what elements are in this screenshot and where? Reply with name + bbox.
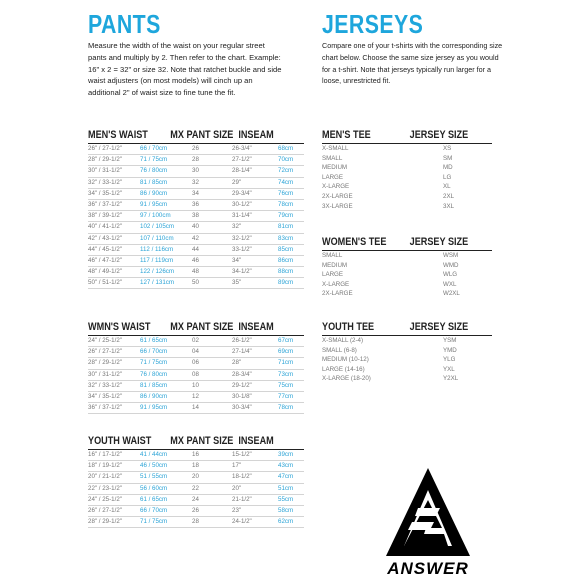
jersey-size-cell: WMD xyxy=(443,261,459,269)
inseam-cm-cell: 83cm xyxy=(278,234,294,242)
inseam-cm-cell: 73cm xyxy=(278,370,294,378)
waist-cm-cell: 66 / 70cm xyxy=(140,506,168,514)
table-row xyxy=(88,256,304,267)
header-inseam: INSEAM xyxy=(238,321,274,333)
jersey-size-cell: YSM xyxy=(443,337,457,344)
tee-size-cell: LARGE (14-16) xyxy=(322,365,365,373)
inseam-cm-cell: 89cm xyxy=(278,279,294,287)
pant-size-cell: 04 xyxy=(192,348,199,356)
pant-size-cell: 28 xyxy=(192,518,199,526)
mens-tee-rows xyxy=(322,144,492,211)
waist-cm-cell: 71 / 75cm xyxy=(140,156,168,164)
waist-inches-cell: 32" / 33-1/2" xyxy=(88,381,122,389)
inseam-cm-cell: 77cm xyxy=(278,392,294,400)
header-size: MX PANT SIZE xyxy=(170,129,234,141)
inseam-cm-cell: 58cm xyxy=(278,506,294,514)
jerseys-intro: Compare one of your t-shirts with the corresponding size chart below. Choose the same size jersey as you would for a t-shirt. Note that jerseys typically run larger for a loose, unrestricted fit. xyxy=(322,41,503,86)
table-row xyxy=(88,278,304,289)
jersey-size-cell: YLG xyxy=(443,356,456,364)
jersey-size-cell: YXL xyxy=(443,365,455,373)
waist-inches-cell: 40" / 41-1/2" xyxy=(88,223,122,231)
pant-size-cell: 42 xyxy=(192,234,199,242)
youth-tee-header xyxy=(322,321,468,334)
waist-cm-cell: 66 / 70cm xyxy=(140,348,168,356)
inseam-inches-cell: 24-1/2" xyxy=(232,518,252,526)
jersey-size-cell: WSM xyxy=(443,252,459,259)
waist-cm-cell: 112 / 116cm xyxy=(140,245,174,253)
pant-size-cell: 16 xyxy=(192,451,199,458)
waist-inches-cell: 30" / 31-1/2" xyxy=(88,167,122,175)
inseam-cm-cell: 81cm xyxy=(278,223,294,231)
inseam-cm-cell: 78cm xyxy=(278,404,294,412)
pant-size-cell: 44 xyxy=(192,245,199,253)
table-row xyxy=(88,155,304,166)
mens-tee-header xyxy=(322,129,468,142)
jersey-size-cell: 2XL xyxy=(443,192,455,200)
header-tee: MEN'S TEE xyxy=(322,129,371,141)
waist-inches-cell: 42" / 43-1/2" xyxy=(88,234,122,242)
waist-inches-cell: 20" / 21-1/2" xyxy=(88,473,122,481)
table-row xyxy=(88,222,304,233)
pant-size-cell: 30 xyxy=(192,167,199,175)
tee-size-cell: 2X-LARGE xyxy=(322,290,353,298)
waist-inches-cell: 48" / 49-1/2" xyxy=(88,268,122,276)
header-jersey-size: JERSEY SIZE xyxy=(409,236,469,248)
table-row xyxy=(88,166,304,177)
inseam-inches-cell: 29" xyxy=(232,178,242,186)
pant-size-cell: 24 xyxy=(192,495,199,503)
table-row xyxy=(322,355,492,365)
womens-pants-rows xyxy=(88,336,304,414)
answer-logo xyxy=(382,464,474,580)
waist-inches-cell: 50" / 51-1/2" xyxy=(88,279,122,287)
waist-inches-cell: 30" / 31-1/2" xyxy=(88,370,122,378)
table-row xyxy=(88,450,304,461)
inseam-inches-cell: 27-1/4" xyxy=(232,348,252,356)
inseam-cm-cell: 55cm xyxy=(278,495,294,503)
inseam-inches-cell: 15-1/2" xyxy=(232,451,252,458)
jersey-size-cell: W2XL xyxy=(443,290,460,298)
inseam-cm-cell: 86cm xyxy=(278,256,294,264)
tee-size-cell: SMALL xyxy=(322,252,343,259)
waist-cm-cell: 86 / 90cm xyxy=(140,189,168,197)
header-size: MX PANT SIZE xyxy=(170,435,234,447)
waist-inches-cell: 28" / 29-1/2" xyxy=(88,156,122,164)
header-waist: WMN'S WAIST xyxy=(88,321,151,333)
waist-inches-cell: 22" / 23-1/2" xyxy=(88,484,122,492)
pant-size-cell: 12 xyxy=(192,392,199,400)
table-row xyxy=(88,267,304,278)
waist-cm-cell: 41 / 44cm xyxy=(140,451,168,458)
mens-pants-table xyxy=(88,129,304,289)
pant-size-cell: 38 xyxy=(192,212,199,220)
pant-size-cell: 06 xyxy=(192,359,199,367)
table-row xyxy=(88,200,304,211)
jersey-size-cell: 3XL xyxy=(443,202,455,210)
pant-size-cell: 02 xyxy=(192,337,199,344)
waist-cm-cell: 91 / 95cm xyxy=(140,404,168,412)
inseam-inches-cell: 26-1/2" xyxy=(232,337,252,344)
inseam-inches-cell: 26-3/4" xyxy=(232,145,252,152)
pant-size-cell: 28 xyxy=(192,156,199,164)
header-inseam: INSEAM xyxy=(238,129,274,141)
jersey-size-cell: MD xyxy=(443,164,453,172)
inseam-inches-cell: 21-1/2" xyxy=(232,495,252,503)
waist-cm-cell: 46 / 50cm xyxy=(140,462,168,470)
table-row xyxy=(88,506,304,517)
inseam-inches-cell: 17" xyxy=(232,462,242,470)
pant-size-cell: 48 xyxy=(192,268,199,276)
waist-cm-cell: 107 / 110cm xyxy=(140,234,174,242)
pant-size-cell: 46 xyxy=(192,256,199,264)
table-row xyxy=(88,234,304,245)
table-row xyxy=(322,346,492,356)
header-tee: YOUTH TEE xyxy=(322,321,375,333)
tee-size-cell: X-LARGE (18-20) xyxy=(322,375,371,383)
inseam-cm-cell: 75cm xyxy=(278,381,294,389)
waist-inches-cell: 36" / 37-1/2" xyxy=(88,200,122,208)
header-inseam: INSEAM xyxy=(238,435,274,447)
mens-tee-table xyxy=(322,129,492,211)
inseam-inches-cell: 32-1/2" xyxy=(232,234,252,242)
pant-size-cell: 08 xyxy=(192,370,199,378)
pant-size-cell: 20 xyxy=(192,473,199,481)
jerseys-column xyxy=(322,10,512,87)
inseam-cm-cell: 69cm xyxy=(278,348,294,356)
waist-inches-cell: 36" / 37-1/2" xyxy=(88,404,122,412)
table-row xyxy=(88,392,304,403)
table-row xyxy=(88,370,304,381)
table-row xyxy=(322,163,492,173)
inseam-cm-cell: 70cm xyxy=(278,156,294,164)
youth-pants-table xyxy=(88,435,304,528)
tee-size-cell: LARGE xyxy=(322,173,343,181)
waist-cm-cell: 81 / 85cm xyxy=(140,381,168,389)
tee-size-cell: 3X-LARGE xyxy=(322,202,353,210)
waist-inches-cell: 26" / 27-1/2" xyxy=(88,506,122,514)
waist-cm-cell: 86 / 90cm xyxy=(140,392,168,400)
waist-cm-cell: 117 / 119cm xyxy=(140,256,174,264)
inseam-inches-cell: 31-1/4" xyxy=(232,212,252,220)
inseam-cm-cell: 74cm xyxy=(278,178,294,186)
pant-size-cell: 40 xyxy=(192,223,199,231)
waist-cm-cell: 61 / 65cm xyxy=(140,495,168,503)
table-row xyxy=(88,484,304,495)
table-row xyxy=(88,461,304,472)
waist-inches-cell: 34" / 35-1/2" xyxy=(88,392,122,400)
pant-size-cell: 32 xyxy=(192,178,199,186)
table-row xyxy=(88,347,304,358)
table-row xyxy=(322,202,492,212)
mens-pants-header xyxy=(88,129,274,142)
jerseys-title: JERSEYS xyxy=(322,9,424,39)
inseam-cm-cell: 47cm xyxy=(278,473,294,481)
womens-pants-header xyxy=(88,321,274,334)
table-row xyxy=(322,173,492,183)
waist-inches-cell: 18" / 19-1/2" xyxy=(88,462,122,470)
waist-cm-cell: 127 / 131cm xyxy=(140,279,175,287)
inseam-inches-cell: 30-1/2" xyxy=(232,200,252,208)
waist-cm-cell: 81 / 85cm xyxy=(140,178,168,186)
inseam-inches-cell: 35" xyxy=(232,279,242,287)
waist-cm-cell: 51 / 55cm xyxy=(140,473,168,481)
waist-inches-cell: 38" / 39-1/2" xyxy=(88,212,122,220)
jersey-size-cell: LG xyxy=(443,173,452,181)
inseam-cm-cell: 85cm xyxy=(278,245,294,253)
pants-column xyxy=(88,10,308,99)
jersey-size-cell: WLG xyxy=(443,271,458,279)
header-tee: WOMEN'S TEE xyxy=(322,236,387,248)
pant-size-cell: 14 xyxy=(192,404,199,412)
waist-cm-cell: 56 / 60cm xyxy=(140,484,168,492)
waist-inches-cell: 26" / 27-1/2" xyxy=(88,145,122,152)
waist-inches-cell: 26" / 27-1/2" xyxy=(88,348,122,356)
inseam-cm-cell: 51cm xyxy=(278,484,294,492)
inseam-cm-cell: 67cm xyxy=(278,337,294,344)
inseam-cm-cell: 88cm xyxy=(278,268,294,276)
inseam-cm-cell: 71cm xyxy=(278,359,294,367)
table-row xyxy=(88,245,304,256)
tee-size-cell: LARGE xyxy=(322,271,343,279)
tee-size-cell: X-SMALL (2-4) xyxy=(322,337,364,344)
waist-cm-cell: 76 / 80cm xyxy=(140,167,168,175)
table-row xyxy=(88,178,304,189)
inseam-cm-cell: 68cm xyxy=(278,145,294,152)
inseam-inches-cell: 33-1/2" xyxy=(232,245,252,253)
waist-inches-cell: 28" / 29-1/2" xyxy=(88,518,122,526)
inseam-inches-cell: 28-1/4" xyxy=(232,167,252,175)
table-row xyxy=(322,154,492,164)
tee-size-cell: X-LARGE xyxy=(322,183,350,191)
table-row xyxy=(322,182,492,192)
pants-intro: Measure the width of the waist on your regular street pants and multiply by 2. Then refer to the chart. Example: 16" x 2 = 32" or size 32. Note that ratchet buckle and side waist adjusters (on most models) will cinch up an additional 2" of waist size to fine tune the fit. xyxy=(88,41,282,98)
youth-tee-rows xyxy=(322,336,492,384)
pant-size-cell: 18 xyxy=(192,462,199,470)
waist-inches-cell: 24" / 25-1/2" xyxy=(88,337,122,344)
tee-size-cell: SMALL xyxy=(322,154,343,162)
jersey-size-cell: XS xyxy=(443,145,452,152)
womens-tee-table xyxy=(322,236,492,299)
tee-size-cell: 2X-LARGE xyxy=(322,192,353,200)
womens-pants-table xyxy=(88,321,304,414)
inseam-cm-cell: 72cm xyxy=(278,167,294,175)
inseam-inches-cell: 28" xyxy=(232,359,242,367)
inseam-inches-cell: 18-1/2" xyxy=(232,473,252,481)
tee-size-cell: MEDIUM (10-12) xyxy=(322,356,369,364)
waist-inches-cell: 44" / 45-1/2" xyxy=(88,245,122,253)
inseam-cm-cell: 62cm xyxy=(278,518,294,526)
pant-size-cell: 10 xyxy=(192,381,199,389)
table-row xyxy=(88,517,304,528)
table-row xyxy=(88,358,304,369)
inseam-inches-cell: 20" xyxy=(232,484,242,492)
table-row xyxy=(88,381,304,392)
jersey-size-cell: Y2XL xyxy=(443,375,459,383)
pants-title: PANTS xyxy=(88,9,161,39)
inseam-cm-cell: 39cm xyxy=(278,451,294,458)
pant-size-cell: 26 xyxy=(192,145,199,152)
waist-cm-cell: 66 / 70cm xyxy=(140,145,168,152)
inseam-inches-cell: 34" xyxy=(232,256,242,264)
inseam-inches-cell: 34-1/2" xyxy=(232,268,252,276)
table-row xyxy=(322,374,492,384)
waist-cm-cell: 91 / 95cm xyxy=(140,200,168,208)
table-row xyxy=(88,189,304,200)
waist-cm-cell: 102 / 105cm xyxy=(140,223,175,231)
table-row xyxy=(322,289,492,299)
inseam-inches-cell: 30-1/8" xyxy=(232,392,252,400)
waist-inches-cell: 46" / 47-1/2" xyxy=(88,256,122,264)
jersey-size-cell: SM xyxy=(443,154,453,162)
waist-cm-cell: 71 / 75cm xyxy=(140,359,168,367)
table-row xyxy=(322,280,492,290)
inseam-inches-cell: 30-3/4" xyxy=(232,404,252,412)
table-row xyxy=(322,261,492,271)
jersey-size-cell: WXL xyxy=(443,280,457,288)
tee-size-cell: X-SMALL xyxy=(322,145,349,152)
header-jersey-size: JERSEY SIZE xyxy=(409,129,469,141)
womens-tee-rows xyxy=(322,251,492,299)
inseam-cm-cell: 76cm xyxy=(278,189,294,197)
table-row xyxy=(88,211,304,222)
table-row xyxy=(322,144,492,154)
pant-size-cell: 50 xyxy=(192,279,199,287)
waist-cm-cell: 76 / 80cm xyxy=(140,370,168,378)
waist-cm-cell: 61 / 65cm xyxy=(140,337,168,344)
waist-inches-cell: 32" / 33-1/2" xyxy=(88,178,122,186)
inseam-inches-cell: 29-1/2" xyxy=(232,381,252,389)
table-row xyxy=(322,336,492,346)
inseam-cm-cell: 79cm xyxy=(278,212,294,220)
header-jersey-size: JERSEY SIZE xyxy=(409,321,469,333)
table-row xyxy=(322,251,492,261)
table-row xyxy=(88,403,304,414)
pant-size-cell: 34 xyxy=(192,189,199,197)
inseam-cm-cell: 43cm xyxy=(278,462,294,470)
youth-pants-header xyxy=(88,435,274,448)
table-row xyxy=(322,192,492,202)
answer-a-logo-icon xyxy=(382,464,474,580)
tee-size-cell: X-LARGE xyxy=(322,280,350,288)
youth-tee-table xyxy=(322,321,492,384)
youth-pants-rows xyxy=(88,450,304,528)
tee-size-cell: MEDIUM xyxy=(322,164,348,172)
pant-size-cell: 26 xyxy=(192,506,199,514)
jersey-size-cell: YMD xyxy=(443,346,457,354)
inseam-inches-cell: 32" xyxy=(232,223,242,231)
table-row xyxy=(88,495,304,506)
tee-size-cell: SMALL (6-8) xyxy=(322,346,357,354)
womens-tee-header xyxy=(322,236,468,249)
waist-inches-cell: 34" / 35-1/2" xyxy=(88,189,122,197)
table-row xyxy=(88,472,304,483)
inseam-inches-cell: 28-3/4" xyxy=(232,370,252,378)
table-row xyxy=(88,144,304,155)
pant-size-cell: 22 xyxy=(192,484,199,492)
table-row xyxy=(322,365,492,375)
inseam-cm-cell: 78cm xyxy=(278,200,294,208)
waist-inches-cell: 16" / 17-1/2" xyxy=(88,451,122,458)
waist-inches-cell: 24" / 25-1/2" xyxy=(88,495,122,503)
table-row xyxy=(322,270,492,280)
logo-wordmark: ANSWER xyxy=(387,559,469,578)
waist-cm-cell: 122 / 126cm xyxy=(140,268,175,276)
header-waist: YOUTH WAIST xyxy=(88,435,152,447)
tee-size-cell: MEDIUM xyxy=(322,261,348,269)
waist-inches-cell: 28" / 29-1/2" xyxy=(88,359,122,367)
pant-size-cell: 36 xyxy=(192,200,199,208)
inseam-inches-cell: 23" xyxy=(232,506,242,514)
jersey-size-cell: XL xyxy=(443,183,451,191)
waist-cm-cell: 97 / 100cm xyxy=(140,212,171,220)
table-row xyxy=(88,336,304,347)
inseam-inches-cell: 29-3/4" xyxy=(232,189,252,197)
waist-cm-cell: 71 / 75cm xyxy=(140,518,168,526)
mens-pants-rows xyxy=(88,144,304,289)
header-size: MX PANT SIZE xyxy=(170,321,234,333)
inseam-inches-cell: 27-1/2" xyxy=(232,156,252,164)
header-waist: MEN'S WAIST xyxy=(88,129,148,141)
